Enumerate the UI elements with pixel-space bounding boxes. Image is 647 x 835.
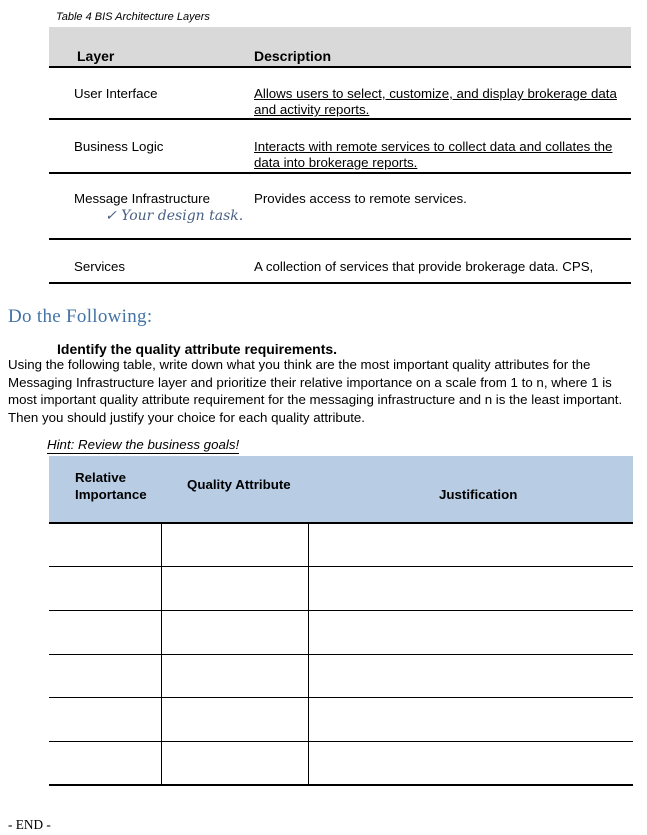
layer-cell: Message Infrastructure <box>74 191 210 206</box>
row-line <box>49 741 633 742</box>
quality-table-body <box>49 523 633 786</box>
description-cell: Allows users to select, customize, and display brokerage data and activity reports. <box>254 86 617 117</box>
quality-table-header <box>49 456 633 524</box>
row-line <box>49 654 633 655</box>
description-cell: Interacts with remote services to collect data and collates the data into brokerage reports. <box>254 139 613 170</box>
section-title: Do the Following: <box>8 306 153 327</box>
description-column-header: Description <box>254 48 332 64</box>
column-line <box>308 523 309 786</box>
layer-cell: User Interface <box>74 86 158 101</box>
layer-column-header: Layer <box>77 48 115 64</box>
row-line <box>49 610 633 611</box>
task-subheading: Identify the quality attribute requirements. <box>57 341 338 357</box>
row-line <box>49 784 633 786</box>
relative-importance-header: Relative Importance <box>75 470 147 502</box>
row-divider <box>49 172 631 174</box>
table-caption: Table 4 BIS Architecture Layers <box>56 11 210 23</box>
layers-table-header <box>49 27 631 68</box>
end-marker: - END - <box>8 817 51 832</box>
handwritten-note: ✓ Your design task. <box>105 208 244 224</box>
column-line <box>161 523 162 786</box>
layer-cell: Services <box>74 259 125 274</box>
row-divider <box>49 118 631 120</box>
justification-header: Justification <box>439 487 518 502</box>
hint-text: Hint: Review the business goals! <box>47 437 240 452</box>
description-cell: Provides access to remote services. <box>254 191 467 206</box>
instructions-paragraph: Using the following table, write down what you think are the most important quality attributes for the Messaging Infrastructure layer and prioritize their relative importance on a scale from 1 to n, where 1 is most important quality attribute requirement for the messaging infrastructure and n is the least important. Then you should justify your choice for each quality attribute. <box>8 357 623 425</box>
row-divider <box>49 238 631 240</box>
row-divider <box>49 282 631 284</box>
description-cell: A collection of services that provide brokerage data. CPS, <box>254 259 594 274</box>
row-line <box>49 697 633 698</box>
row-line <box>49 523 633 524</box>
quality-attribute-header: Quality Attribute <box>187 477 291 492</box>
layer-cell: Business Logic <box>74 139 164 154</box>
row-line <box>49 566 633 567</box>
